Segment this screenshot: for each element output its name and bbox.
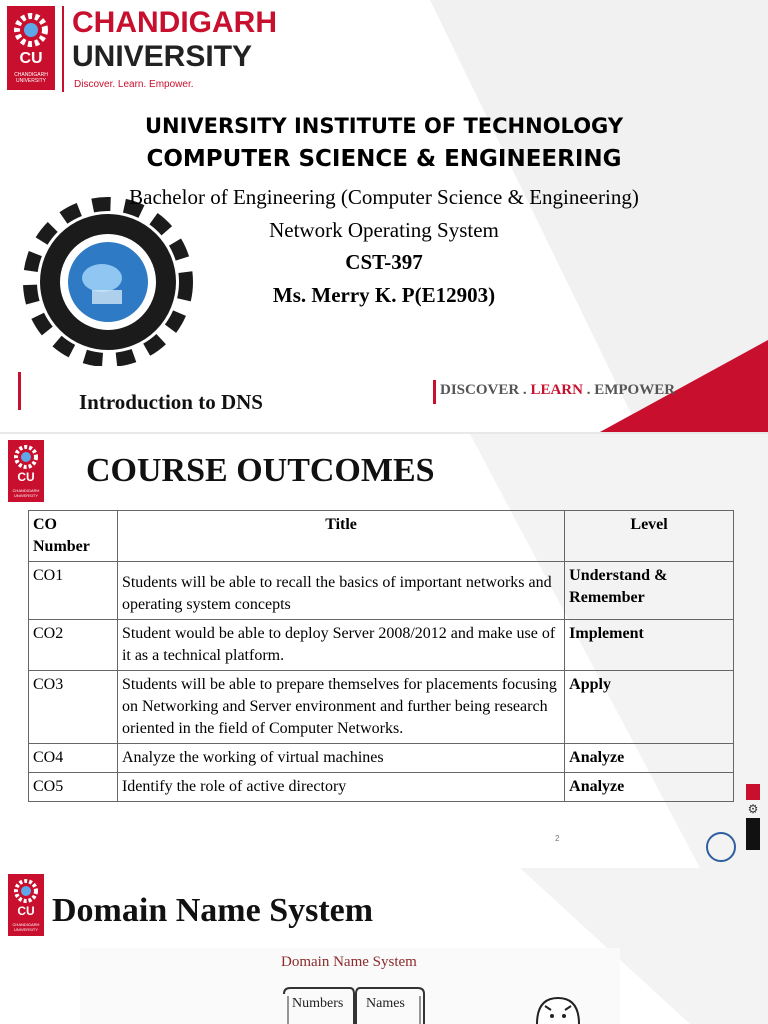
co-level: Implement xyxy=(565,620,734,671)
co-id: CO5 xyxy=(29,773,118,802)
dns-slide xyxy=(0,868,768,1024)
logo-abbr: CU xyxy=(17,904,35,918)
page-number: 2 xyxy=(555,834,560,843)
header-title: Title xyxy=(117,511,564,562)
co-level: Understand & Remember xyxy=(565,562,734,620)
co-id: CO3 xyxy=(29,671,118,744)
co-id: CO4 xyxy=(29,744,118,773)
table-row xyxy=(29,562,734,620)
topic-accent-bar xyxy=(18,372,21,410)
title-slide xyxy=(0,0,768,432)
header-co-number: CO Number xyxy=(29,511,118,562)
header-level: Level xyxy=(565,511,734,562)
topic-title: Introduction to DNS xyxy=(79,390,263,414)
diagram-right-label: Names xyxy=(366,996,405,1011)
side-dark-bar xyxy=(746,818,760,850)
diagram-caption: Domain Name System xyxy=(281,954,417,970)
co-title: Students will be able to recall the basics of important networks and operating system concepts xyxy=(117,562,564,620)
course-code: CST-397 xyxy=(345,250,423,274)
logo-abbr: CU xyxy=(19,50,43,67)
motto-part2: LEARN xyxy=(530,382,583,398)
co-level: Analyze xyxy=(565,773,734,802)
table-header-row xyxy=(29,511,734,562)
bg-grey-band xyxy=(430,0,768,432)
table-row xyxy=(29,671,734,744)
table-row xyxy=(29,744,734,773)
table-row xyxy=(29,620,734,671)
course-outcomes-table xyxy=(28,510,734,802)
brand-line1: CHANDIGARH xyxy=(72,6,277,39)
diagram-left-label: Numbers xyxy=(292,996,344,1011)
cu-logo-small xyxy=(8,440,44,502)
co-level: Apply xyxy=(565,671,734,744)
logo-abbr: CU xyxy=(17,470,35,484)
side-gear-icon: ⚙ xyxy=(747,802,759,816)
brand-tagline: Discover. Learn. Empower. xyxy=(74,79,194,90)
cu-logo xyxy=(7,6,55,90)
motto-accent-bar xyxy=(433,380,436,404)
co-title: Students will be able to prepare themselves for placements focusing on Networking and Server environment and further being research oriented in the field of Computer Networks. xyxy=(117,671,564,744)
logo-sub: CHANDIGARH UNIVERSITY xyxy=(14,72,48,84)
motto-part3: . EMPOWER xyxy=(582,382,676,398)
motto-part1: DISCOVER . xyxy=(440,382,531,398)
side-red-square xyxy=(746,784,760,800)
cu-logo-small xyxy=(8,874,44,936)
institute-heading: UNIVERSITY INSTITUTE OF TECHNOLOGY xyxy=(144,114,624,138)
table-row xyxy=(29,773,734,802)
degree-line: Bachelor of Engineering (Computer Science & Engineering) xyxy=(129,185,639,209)
slide-nav-circle[interactable] xyxy=(706,832,736,862)
course-outcomes-slide xyxy=(0,434,768,868)
logo-divider xyxy=(62,6,64,92)
department-heading: COMPUTER SCIENCE & ENGINEERING xyxy=(146,146,622,172)
slide-title: Domain Name System xyxy=(52,892,374,929)
motto xyxy=(440,382,675,399)
co-title: Student would be able to deploy Server 2008/2012 and make use of it as a technical platform. xyxy=(117,620,564,671)
co-title: Analyze the working of virtual machines xyxy=(117,744,564,773)
person-icon xyxy=(533,996,583,1024)
co-level: Analyze xyxy=(565,744,734,773)
faculty-name: Ms. Merry K. P(E12903) xyxy=(272,283,496,307)
co-id: CO1 xyxy=(29,562,118,620)
co-title: Identify the role of active directory xyxy=(117,773,564,802)
subject-line: Network Operating System xyxy=(269,218,499,242)
logo-sub: CHANDIGARH UNIVERSITY xyxy=(12,922,40,932)
slide-title: COURSE OUTCOMES xyxy=(86,452,435,489)
co-id: CO2 xyxy=(29,620,118,671)
logo-sub: CHANDIGARH UNIVERSITY xyxy=(12,488,40,498)
brand-line2: UNIVERSITY xyxy=(72,40,253,73)
